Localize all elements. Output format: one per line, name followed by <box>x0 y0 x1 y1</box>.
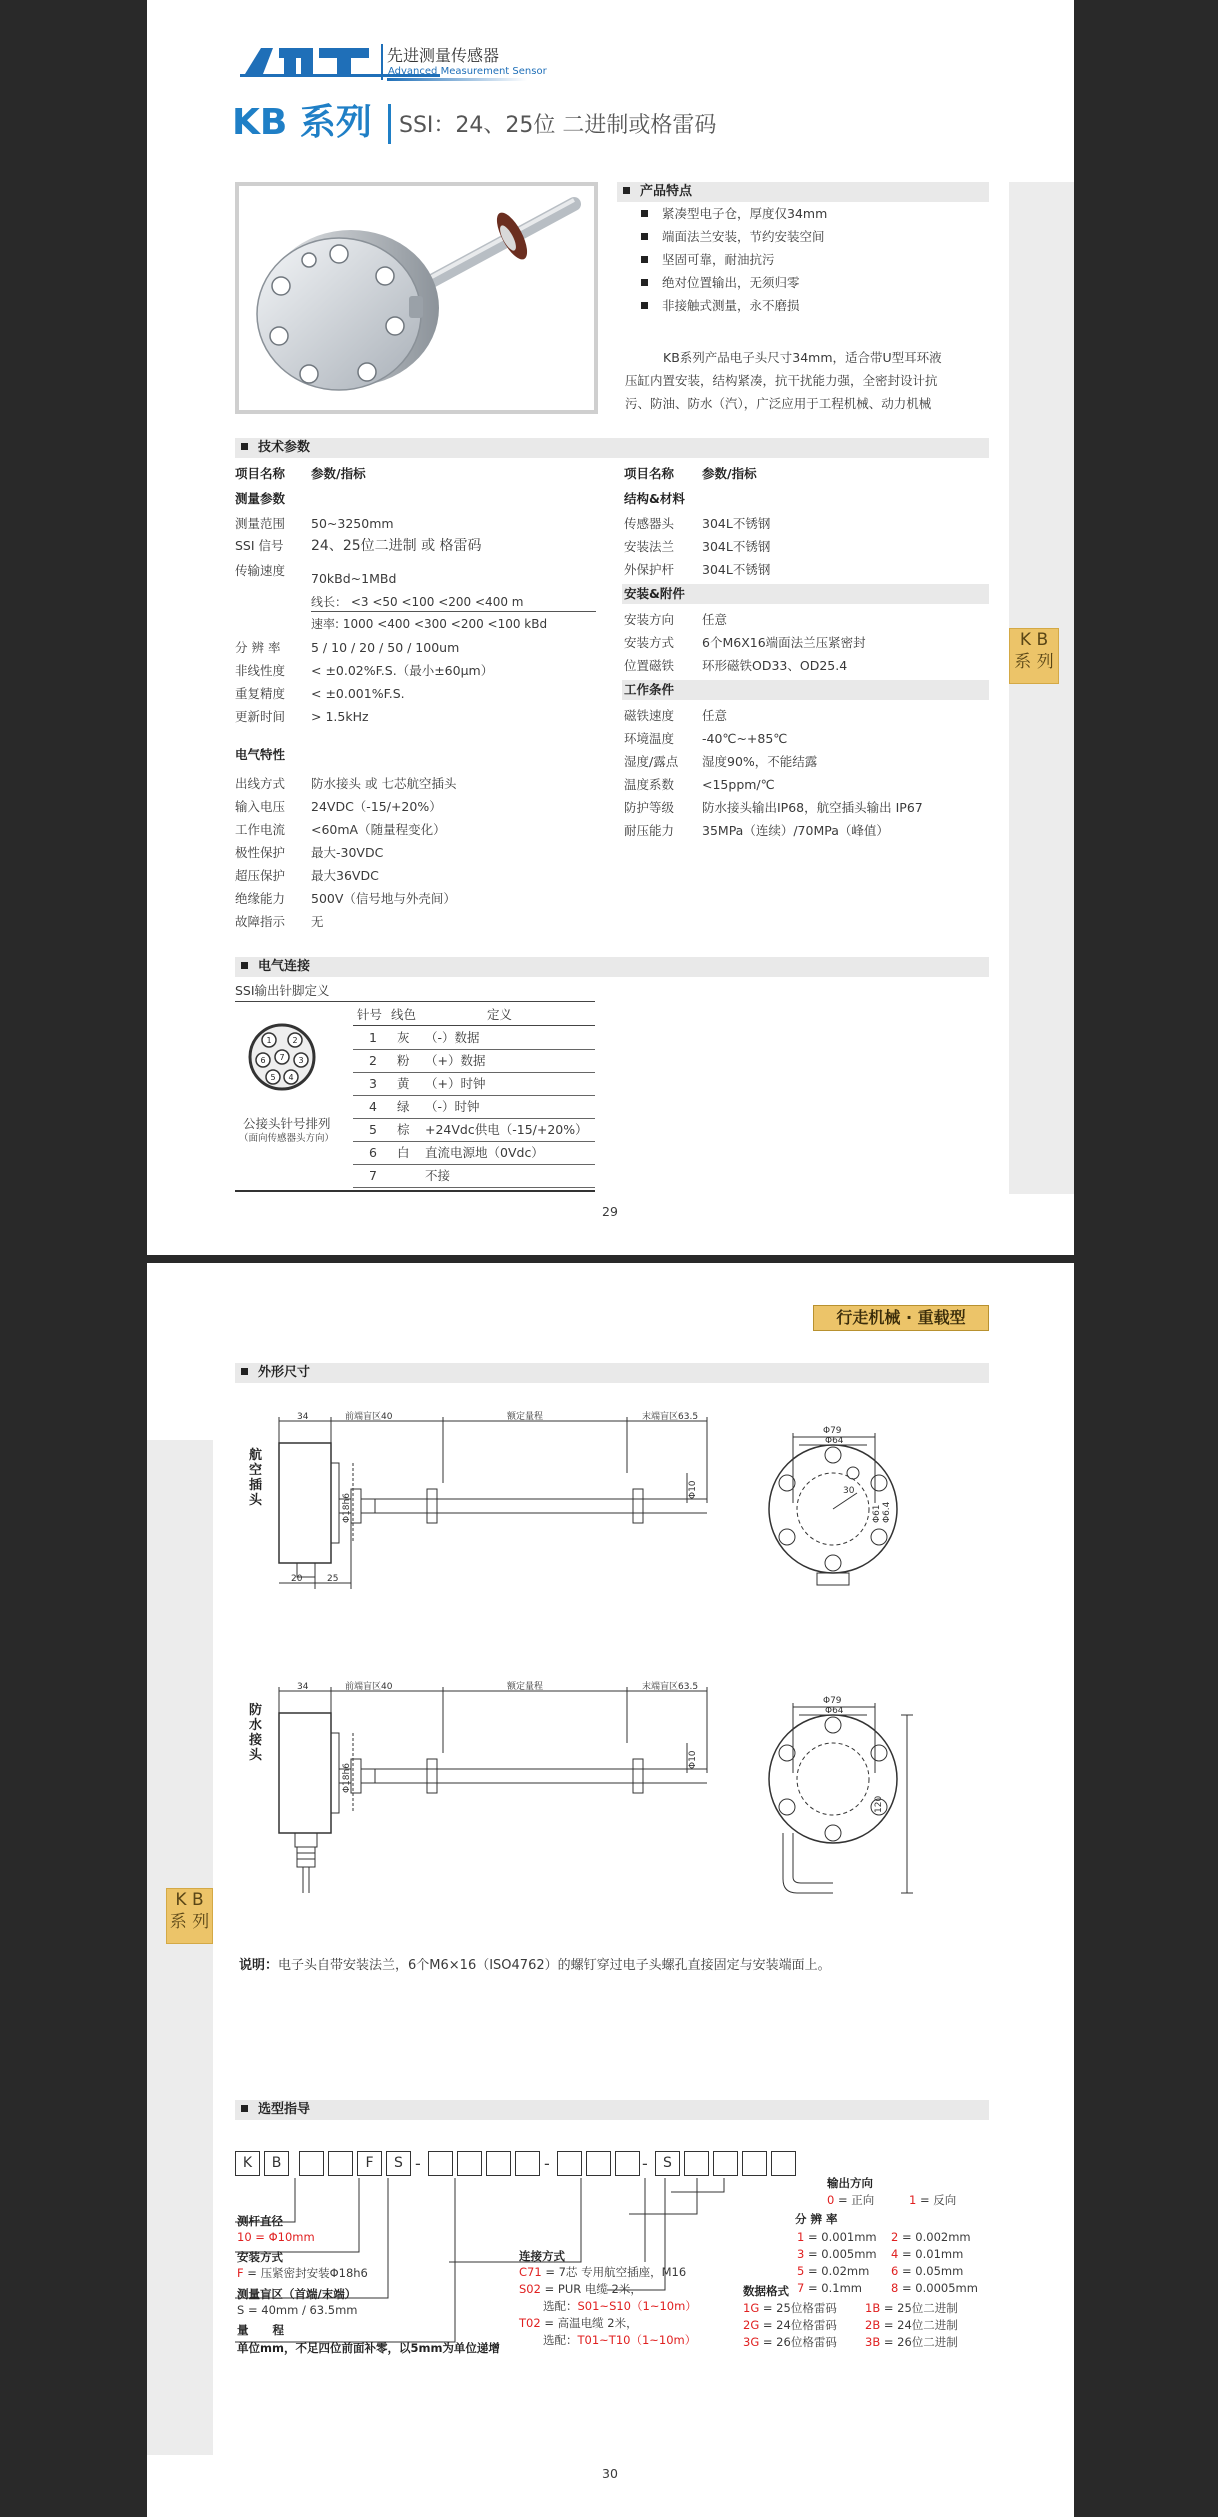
code-box <box>713 2151 738 2176</box>
code-box <box>328 2151 353 2176</box>
resolution-code: 1 <box>797 2230 805 2244</box>
bullet-icon <box>641 256 648 263</box>
row-value: 无 <box>311 914 324 929</box>
pin-label: 6 <box>260 1056 266 1065</box>
pin-number: 1 <box>369 1030 377 1045</box>
measure-group: 测量参数 <box>235 491 286 506</box>
pin-definition: +24Vdc供电（-15/+20%） <box>425 1122 588 1137</box>
feature-text: 端面法兰安装，节约安装空间 <box>662 229 825 244</box>
pin-definition: （-）数据 <box>425 1030 480 1045</box>
row-label: 超压保护 <box>235 868 286 883</box>
category-banner: 行走机械 · 重载型 <box>813 1305 989 1331</box>
row-value: 6个M6X16端面法兰压紧密封 <box>702 635 866 650</box>
row-label: 安装方式 <box>624 635 675 650</box>
resolution-option <box>891 2229 971 2245</box>
aviation-side-drawing <box>267 1412 892 1613</box>
dim-dead-front: 前端盲区40 <box>345 1412 393 1422</box>
side-tag-line2: 系 列 <box>1014 652 1054 672</box>
col-param-header: 参数/指标 <box>311 466 366 481</box>
sensor-photo-icon <box>239 186 594 410</box>
row-divider <box>353 1118 595 1119</box>
code-box: S <box>386 2151 411 2176</box>
bullet-icon <box>641 279 648 286</box>
speed-line: 速率: 1000 <400 <300 <200 <100 kBd <box>311 617 548 631</box>
pin-definition: （-）时钟 <box>425 1099 480 1114</box>
feature-text: 紧凑型电子仓，厚度仅34mm <box>662 206 828 221</box>
format-code: 1B <box>865 2301 881 2315</box>
side-tag-line2: 系 列 <box>169 1912 210 1932</box>
feature-item <box>641 298 800 314</box>
row-label: 耐压能力 <box>624 823 675 838</box>
row-value: 70kBd~1MBd <box>311 571 397 586</box>
note-text: 电子头自带安装法兰，6个M6×16（ISO4762）的螺钉穿过电子头螺孔直接固定与安装端面上。 <box>278 1958 831 1973</box>
format-desc: = 24位二进制 <box>880 2318 958 2332</box>
struct-group: 结构&材料 <box>624 491 685 506</box>
code-box <box>299 2151 324 2176</box>
format-option <box>865 2334 958 2350</box>
resolution-desc: = 0.001mm <box>804 2230 877 2244</box>
range-text: 单位mm，不足四位前面补零，以5mm为单位递增 <box>237 2341 500 2355</box>
pin-color: 粉 <box>397 1053 410 1068</box>
resolution-option <box>797 2280 862 2296</box>
page-subtitle: SSI：24、25位 二进制或格雷码 <box>399 113 717 138</box>
note-label: 说明： <box>239 1958 279 1973</box>
dims-heading-text: 外形尺寸 <box>258 1365 311 1380</box>
code-box: K <box>235 2151 260 2176</box>
code-box: F <box>357 2151 382 2176</box>
mount-title: 安装方式 <box>237 2250 283 2264</box>
row-label: 位置磁铁 <box>624 658 675 673</box>
product-photo <box>235 182 598 414</box>
row-value: > 1.5kHz <box>311 709 369 724</box>
conn-s02-select <box>543 2298 697 2314</box>
dim-phi10: Φ10 <box>688 1480 698 1499</box>
dim-phi18: Φ18h6 <box>342 1493 352 1523</box>
pin-label: 5 <box>270 1073 276 1082</box>
side-bar <box>1009 182 1074 1194</box>
col-def-header: 定义 <box>487 1007 513 1022</box>
connection-heading-text: 电气连接 <box>258 959 311 974</box>
dir-desc: = 反向 <box>916 2193 957 2207</box>
series-side-tag <box>1009 628 1059 684</box>
format-title: 数据格式 <box>743 2284 789 2298</box>
dim-phi18: Φ18h6 <box>342 1763 352 1793</box>
dim-20: 20 <box>291 1574 303 1584</box>
row-label: 外保护杆 <box>624 562 675 577</box>
mount-option-rest: = 压紧密封安装Φ18h6 <box>243 2266 368 2280</box>
row-label: 测量范围 <box>235 516 286 531</box>
code-box: B <box>264 2151 289 2176</box>
format-option <box>743 2334 837 2350</box>
format-code: 1G <box>743 2301 760 2315</box>
feature-text: 坚固可靠，耐油抗污 <box>662 252 775 267</box>
resolution-option <box>891 2263 963 2279</box>
page-number: 30 <box>602 2466 618 2481</box>
work-group: 工作条件 <box>624 682 675 697</box>
row-value: 24VDC（-15/+20%） <box>311 799 442 814</box>
col-color-header: 线色 <box>391 1007 417 1022</box>
row-value: 5 / 10 / 20 / 50 / 100um <box>311 640 460 655</box>
pin-label: 7 <box>279 1053 285 1062</box>
dim-25: 25 <box>327 1574 339 1584</box>
pin-number: 6 <box>369 1145 377 1160</box>
resolution-option <box>797 2263 869 2279</box>
row-value: 304L不锈钢 <box>702 562 771 577</box>
pin-definition: （+）数据 <box>425 1053 486 1068</box>
dim-rated: 额定量程 <box>507 1682 544 1692</box>
resolution-code: 7 <box>797 2281 805 2295</box>
col-item-header: 项目名称 <box>624 466 675 481</box>
row-value: 304L不锈钢 <box>702 539 771 554</box>
row-label: 工作电流 <box>235 822 286 837</box>
resolution-code: 2 <box>891 2230 899 2244</box>
select-option: T01~T10（1~10m） <box>577 2333 697 2347</box>
dim-phi10: Φ10 <box>688 1750 698 1769</box>
row-divider <box>353 1187 595 1188</box>
pin-label: 2 <box>292 1036 298 1045</box>
row-label: 传输速度 <box>235 563 286 578</box>
conn-c71-desc: = 7芯 专用航空插座，M16 <box>541 2265 687 2279</box>
code-box <box>557 2151 582 2176</box>
series-side-tag <box>166 1888 213 1944</box>
page-number: 29 <box>602 1204 618 1219</box>
conn-t02-code: T02 <box>519 2316 541 2330</box>
dim-phi64: Φ64 <box>825 1706 844 1716</box>
brand-en: Advanced Measurement Sensor <box>388 66 547 77</box>
dim-phi79: Φ79 <box>823 1426 842 1436</box>
pin-label: 3 <box>298 1056 304 1065</box>
row-label: SSI 信号 <box>235 538 284 553</box>
dim-34: 34 <box>297 1682 309 1692</box>
bullet-icon <box>641 302 648 309</box>
code-box <box>684 2151 709 2176</box>
row-value: 防水接头 或 七芯航空插头 <box>311 776 457 791</box>
resolution-title: 分 辨 率 <box>795 2212 838 2226</box>
code-separator: - <box>642 2154 648 2173</box>
guide-heading-text: 选型指导 <box>258 2102 311 2117</box>
row-label: 防护等级 <box>624 800 675 815</box>
direction-option-a <box>827 2192 874 2208</box>
pin-definition: 直流电源地（0Vdc） <box>425 1145 544 1160</box>
row-label: 安装法兰 <box>624 539 675 554</box>
conn-t02-select <box>543 2332 696 2348</box>
rod-option: 10 = Φ10mm <box>237 2230 315 2244</box>
catalog-page-29 <box>147 0 1074 1255</box>
install-group: 安装&附件 <box>624 586 685 601</box>
aviation-label: 航空插头 <box>249 1448 263 1508</box>
dim-phi64: Φ64 <box>825 1436 844 1446</box>
resolution-option <box>797 2246 877 2262</box>
conn-t02 <box>519 2315 638 2331</box>
resolution-code: 6 <box>891 2264 899 2278</box>
description-line: 污、防油、防水（汽），广泛应用于工程机械、动力机械 <box>625 396 932 411</box>
description-line: KB系列产品电子头尺寸34mm，适合带U型耳环液 <box>663 350 942 365</box>
row-label: 温度系数 <box>624 777 675 792</box>
code-box <box>771 2151 796 2176</box>
format-code: 2B <box>865 2318 881 2332</box>
row-label: 湿度/露点 <box>624 754 679 769</box>
conn-c71-code: C71 <box>519 2265 542 2279</box>
row-label: 磁铁速度 <box>624 708 675 723</box>
row-value: 任意 <box>702 612 728 627</box>
code-separator: - <box>415 2154 421 2173</box>
format-code: 3B <box>865 2335 881 2349</box>
col-item-header: 项目名称 <box>235 466 286 481</box>
row-divider <box>353 1049 595 1050</box>
row-value: 防水接头输出IP68，航空插头输出 IP67 <box>702 800 923 815</box>
row-value: 24、25位二进制 或 格雷码 <box>311 538 482 554</box>
code-box <box>515 2151 540 2176</box>
brand-cn: 先进测量传感器 <box>387 46 500 65</box>
conn-s02-desc: = PUR 电缆 2米， <box>540 2282 642 2296</box>
tech-heading <box>235 438 989 458</box>
row-label: 更新时间 <box>235 709 286 724</box>
select-label: 选配： <box>543 2299 578 2313</box>
conn-s02-code: S02 <box>519 2282 541 2296</box>
dim-120: 120 <box>874 1795 884 1813</box>
pin-label: 4 <box>288 1073 294 1082</box>
pin-color: 灰 <box>397 1030 410 1045</box>
dim-30: 30 <box>843 1486 855 1496</box>
format-option <box>743 2317 837 2333</box>
row-value: <15ppm/℃ <box>702 777 775 792</box>
row-value: 湿度90%，不能结露 <box>702 754 818 769</box>
format-desc: = 26位二进制 <box>880 2335 958 2349</box>
row-label: 输入电压 <box>235 799 286 814</box>
rod-title: 测杆直径 <box>237 2214 283 2228</box>
waterproof-label: 防水接头 <box>249 1703 263 1763</box>
resolution-desc: = 0.02mm <box>804 2264 870 2278</box>
dim-dead-end: 末端盲区63.5 <box>642 1682 699 1692</box>
row-value: <60mA（随量程变化） <box>311 822 446 837</box>
feature-item <box>641 229 825 245</box>
mount-option: F = 压紧密封安装Φ18h6 <box>237 2266 368 2280</box>
row-value: 最大-30VDC <box>311 845 384 860</box>
pin-number: 5 <box>369 1122 377 1137</box>
format-desc: = 25位二进制 <box>880 2301 958 2315</box>
pin-color: 绿 <box>397 1099 410 1114</box>
dir-code: 1 <box>909 2193 917 2207</box>
features-heading-text: 产品特点 <box>640 184 693 199</box>
row-label: 出线方式 <box>235 776 286 791</box>
row-value: 35MPa（连续）/70MPa（峰值） <box>702 823 889 838</box>
row-divider <box>353 1141 595 1142</box>
pin-number: 2 <box>369 1053 377 1068</box>
pin-color: 棕 <box>397 1122 410 1137</box>
col-pin-header: 针号 <box>357 1007 383 1022</box>
dim-dead-front: 前端盲区40 <box>345 1682 393 1692</box>
dim-34: 34 <box>297 1412 309 1422</box>
format-code: 2G <box>743 2318 760 2332</box>
row-label: 分 辨 率 <box>235 640 281 655</box>
code-box <box>486 2151 511 2176</box>
row-label: 故障指示 <box>235 914 286 929</box>
pin-number: 7 <box>369 1168 377 1183</box>
range-title: 量 程 <box>237 2323 285 2337</box>
waterproof-side-drawing <box>267 1683 887 1913</box>
code-box <box>457 2151 482 2176</box>
row-value: < ±0.02%F.S.（最小±60μm） <box>311 663 494 678</box>
resolution-option <box>797 2229 877 2245</box>
col-param-header: 参数/指标 <box>702 466 757 481</box>
side-tag-line1: K B <box>175 1890 204 1910</box>
row-label: 安装方向 <box>624 612 675 627</box>
dead-title: 测量盲区（首端/末端） <box>237 2287 357 2301</box>
code-box <box>742 2151 767 2176</box>
row-value: 50~3250mm <box>311 516 394 531</box>
conn-s02 <box>519 2281 642 2297</box>
resolution-desc: = 0.01mm <box>898 2247 964 2261</box>
format-option <box>743 2300 837 2316</box>
dir-desc: = 正向 <box>834 2193 875 2207</box>
bullet-icon <box>641 210 648 217</box>
direction-title: 输出方向 <box>827 2176 873 2190</box>
row-value: < ±0.001%F.S. <box>311 686 405 701</box>
feature-item <box>641 206 827 222</box>
row-label: 重复精度 <box>235 686 286 701</box>
conn-t02-desc: = 高温电缆 2米， <box>540 2316 638 2330</box>
format-desc: = 25位格雷码 <box>759 2301 837 2315</box>
feature-item <box>641 252 775 268</box>
resolution-desc: = 0.05mm <box>898 2264 964 2278</box>
resolution-code: 4 <box>891 2247 899 2261</box>
pin-definition: （+）时钟 <box>425 1076 486 1091</box>
row-divider <box>353 1095 595 1096</box>
guide-heading <box>235 2100 989 2120</box>
dim-rated: 额定量程 <box>507 1412 544 1422</box>
connection-heading <box>235 957 989 977</box>
resolution-desc: = 0.0005mm <box>898 2281 978 2295</box>
resolution-desc: = 0.002mm <box>898 2230 971 2244</box>
dimension-note <box>239 1958 831 1974</box>
side-bar <box>147 1440 213 2455</box>
resolution-code: 5 <box>797 2264 805 2278</box>
feature-text: 绝对位置输出，无须归零 <box>662 275 800 290</box>
dead-option: S = 40mm / 63.5mm <box>237 2303 358 2317</box>
resolution-code: 3 <box>797 2247 805 2261</box>
format-desc: = 26位格雷码 <box>759 2335 837 2349</box>
code-separator: - <box>544 2154 550 2173</box>
side-tag-line1: K B <box>1019 630 1049 650</box>
resolution-option <box>891 2280 978 2296</box>
row-divider <box>353 1164 595 1165</box>
dim-dead-end: 末端盲区63.5 <box>642 1412 699 1422</box>
tech-heading-text: 技术参数 <box>258 440 311 455</box>
row-label: 非线性度 <box>235 663 286 678</box>
pin-label: 1 <box>266 1036 272 1045</box>
row-value: -40℃~+85℃ <box>702 731 788 746</box>
pin-color: 白 <box>397 1145 410 1160</box>
conn-title: 连接方式 <box>519 2249 565 2263</box>
connector-sub: （面向传感器头方向） <box>239 1133 335 1144</box>
select-option: S01~S10（1~10m） <box>577 2299 697 2313</box>
page-title: KB 系列 <box>232 102 372 143</box>
code-box <box>428 2151 453 2176</box>
dim-phi61: Φ61 <box>872 1504 882 1523</box>
dir-code: 0 <box>827 2193 835 2207</box>
catalog-page-30 <box>147 1263 1074 2517</box>
row-label: 传感器头 <box>624 516 675 531</box>
connector-pinout-icon <box>247 1022 317 1092</box>
row-value: 任意 <box>702 708 728 723</box>
feature-text: 非接触式测量，永不磨损 <box>662 298 800 313</box>
select-label: 选配： <box>543 2333 578 2347</box>
row-value: 304L不锈钢 <box>702 516 771 531</box>
dims-heading <box>235 1363 989 1383</box>
code-box <box>615 2151 640 2176</box>
elec-group: 电气特性 <box>235 747 286 762</box>
description-line: 压缸内置安装，结构紧凑，抗干扰能力强，全密封设计抗 <box>625 373 938 388</box>
feature-item <box>641 275 800 291</box>
row-label: 极性保护 <box>235 845 286 860</box>
format-option <box>865 2317 958 2333</box>
amt-logo-icon <box>239 44 384 78</box>
pin-number: 3 <box>369 1076 377 1091</box>
format-code: 3G <box>743 2335 760 2349</box>
ssi-caption: SSI输出针脚定义 <box>235 983 330 998</box>
resolution-desc: = 0.005mm <box>804 2247 877 2261</box>
row-label: 绝缘能力 <box>235 891 286 906</box>
bullet-icon <box>641 233 648 240</box>
code-box <box>586 2151 611 2176</box>
resolution-option <box>891 2246 963 2262</box>
pin-definition: 不接 <box>425 1168 451 1183</box>
dim-phi6: Φ6.4 <box>882 1501 892 1523</box>
row-divider <box>353 1072 595 1073</box>
resolution-code: 8 <box>891 2281 899 2295</box>
direction-option-b <box>909 2192 956 2208</box>
resolution-desc: = 0.1mm <box>804 2281 862 2295</box>
connector-caption: 公接头针号排列 <box>243 1116 331 1131</box>
format-option <box>865 2300 958 2316</box>
row-value: 环形磁铁OD33、OD25.4 <box>702 658 848 673</box>
row-label: 环境温度 <box>624 731 675 746</box>
speed-line: 线长： <3 <50 <100 <200 <400 m <box>311 595 524 609</box>
features-heading <box>617 182 989 202</box>
code-box: S <box>655 2151 680 2176</box>
pin-number: 4 <box>369 1099 377 1114</box>
row-value: 500V（信号地与外壳间） <box>311 891 456 906</box>
row-value: 最大36VDC <box>311 868 379 883</box>
dim-phi79: Φ79 <box>823 1696 842 1706</box>
conn-c71 <box>519 2264 686 2280</box>
format-desc: = 24位格雷码 <box>759 2318 837 2332</box>
pin-color: 黄 <box>397 1076 410 1091</box>
